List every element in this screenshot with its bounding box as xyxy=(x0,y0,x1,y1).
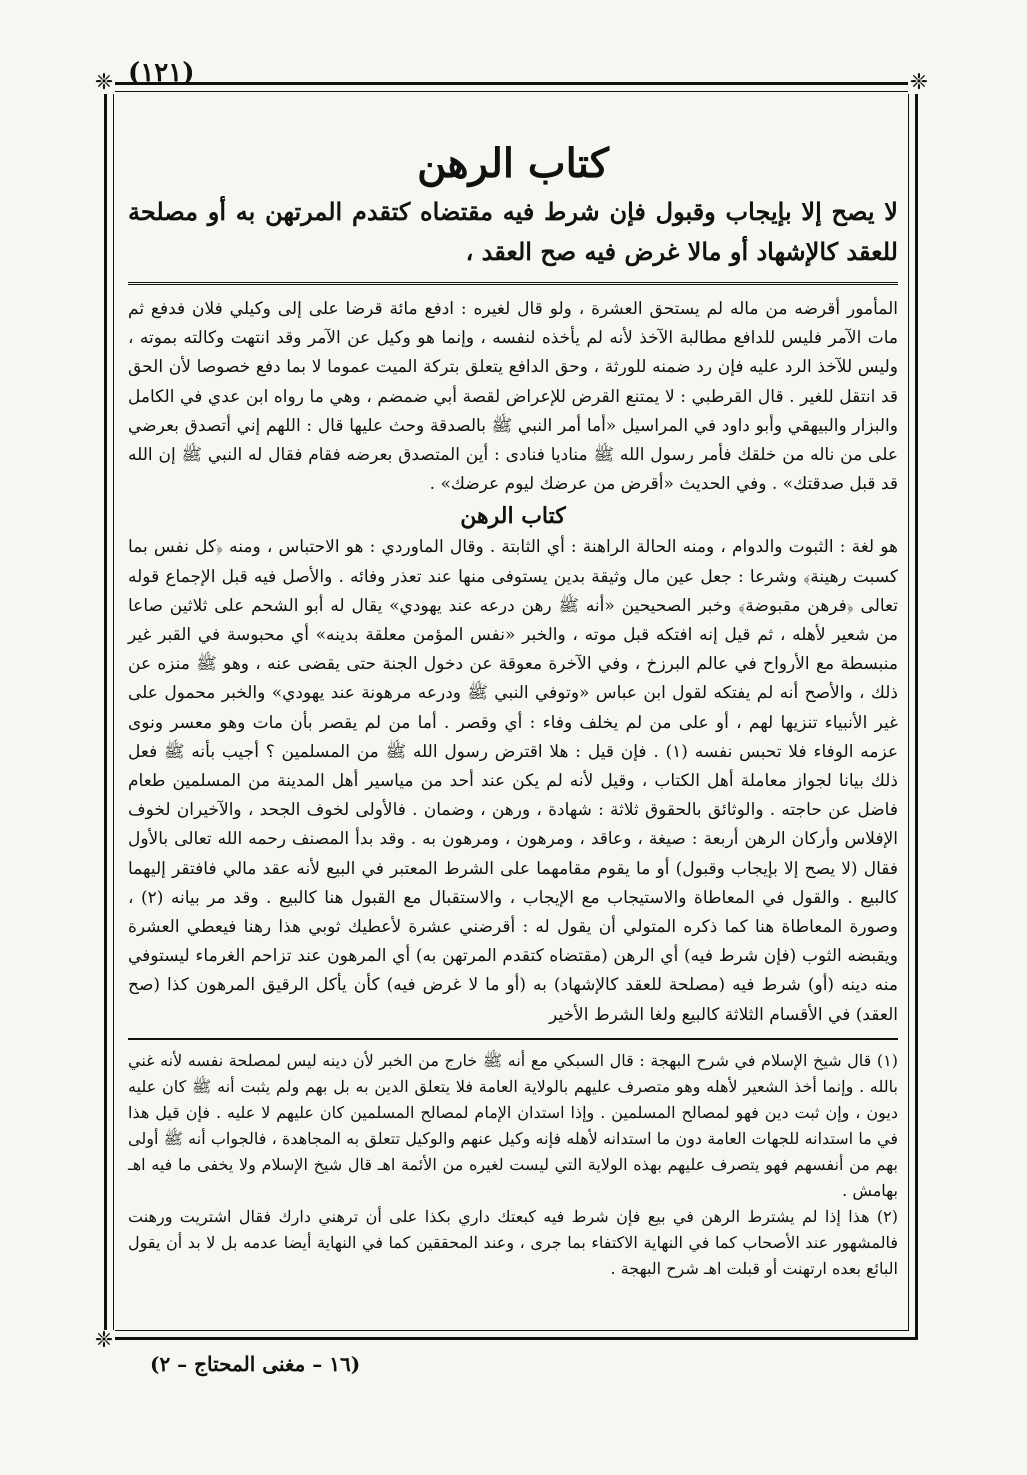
matn-text: لا يصح إلا بإيجاب وقبول فإن شرط فيه مقتضاه كتقدم المرتهن به أو مصلحة للعقد كالإشهاد أو مالا غرض فيه صح العقد ، xyxy=(128,197,898,266)
section-heading: كتاب الرهن xyxy=(460,503,566,530)
footnote: (١) قال شيخ الإسلام في شرح البهجة : قال السبكي مع أنه ﷺ خارج من الخبر لأن دينه ليس لمصلحة نفسه لأنه غني بالله . وإنما أخذ الشعير لأهله وهو متصرف عليهم بالولاية العامة فلا يتعلق الدين به بل بهم ولم يثبت أنه ﷺ كان عليه ديون ، وإن ثبت دين فهو لمصالح المسلمين . وإذا استدان الإمام لمصالح المسلمين كان عليهم لا عليه . فإن قيل هذا في ما استدانه للجهات العامة دون ما استدانه لأهله فإنه وكيل عنهم والوكيل تتعلق به المجاهدة ، فالجواب أنه ﷺ أولى بهم من أنفسهم فهو يتصرف عليهم بهذه الولاية التي ليست لغيره من الأئمة اهـ قال شيخ الإسلام ولا يخفى ما فيه اهـ بهامش . xyxy=(128,1050,899,1200)
matn-divider xyxy=(128,282,898,285)
footnote-divider xyxy=(128,1038,898,1040)
page-signature: (١٦ – مغنى المحتاج – ٢) xyxy=(150,1352,361,1376)
footnotes xyxy=(128,1048,898,1282)
chapter-title: كتاب الرهن xyxy=(417,140,609,187)
commentary-paragraph: هو لغة : الثبوت والدوام ، ومنه الحالة الراهنة : أي الثابتة . وقال الماوردي : هو الاحتباس ، ومنه ﴿كل نفس بما كسبت رهينة﴾ وشرعا : جعل عين مال وثيقة بدين يستوفى منها عند تعذر وفائه . والأصل فيه قبل الإجماع قوله تعالى ﴿فرهن مقبوضة﴾ وخبر الصحيحين «أنه ﷺ رهن درعه عند يهودي» يقال له أبو الشحم على ثلاثين صاعا من شعير لأهله ، ثم قيل إنه افتكه قبل موته ، والخبر «نفس المؤمن معلقة بدينه» أي محبوسة في القبر غير منبسطة مع الأرواح في عالم البرزخ ، وفي الآخرة معوقة عن دخول الجنة حتى يقضى عنه ، وهو ﷺ منزه عن ذلك ، والأصح أنه لم يفتكه لقول ابن عباس «وتوفي النبي ﷺ ودرعه مرهونة عند يهودي» والخبر محمول على غير الأنبياء تنزيها لهم ، أو على من لم يخلف وفاء : أي وقصر . أما من لم يقصر بأن مات وهو معسر ونوى عزمه الوفاء فلا تحبس نفسه (١) . فإن قيل : هلا اقترض رسول الله ﷺ من المسلمين ؟ أجيب بأنه ﷺ فعل ذلك بيانا لجواز معاملة أهل الكتاب ، وقيل لأنه لم يكن عند أحد من مياسير أهل المدينة من المسلمين طعام فاضل عن حاجته . والوثائق بالحقوق ثلاثة : شهادة ، ورهن ، وضمان . فالأولى لخوف الجحد ، والآخيران لخوف الإفلاس وأركان الرهن أربعة : صيغة ، وعاقد ، ومرهون ، ومرهون به . وقد بدأ المصنف رحمه الله تعالى بالأول فقال (لا يصح إلا بإيجاب وقبول) أو ما يقوم مقامهما على الشرط المعتبر في البيع لأنه عقد مالي فافتقر إليهما كالبيع . والقول في المعاطاة والاستيجاب مع الإيجاب ، والاستقبال مع القبول هنا كالبيع . وقد مر بيانه (٢) ، وصورة المعاطاة هنا كما ذكره المتولي أن يقول له : أقرضني عشرة لأعطيك ثوبي هذا رهنا فيعطي العشرة ويقبضه الثوب (فإن شرط فيه) أي الرهن (مقتضاه كتقدم المرتهن به) أي المرهون عند تزاحم الغرماء ليستوفي منه دينه (أو) شرط فيه (مصلحة للعقد كالإشهاد) به (أو ما لا غرض فيه) كأن يأكل الرقيق المرهون كذا (صح العقد) في الأقسام الثلاثة كالبيع ولغا الشرط الأخير xyxy=(128,537,898,1025)
corner-ornament-icon: ❈ xyxy=(94,70,114,95)
page-number: (١٢١) xyxy=(128,58,195,88)
corner-ornament-icon: ❈ xyxy=(909,70,929,95)
page-content xyxy=(128,140,898,1282)
commentary xyxy=(128,295,898,1030)
commentary-paragraph: المأمور أقرضه من ماله لم يستحق العشرة ، ولو قال لغيره : ادفع مائة قرضا على إلى وكيلي فلان فدفع ثم مات الآمر فليس للدافع مطالبة الآخذ لأنه لم يأخذه لنفسه ، وإنما هو وكيل عن الآمر وقد انتهت وكالته بموته ، وليس للآخذ الرد عليه فإن رد ضمنه للورثة ، وحق الدافع يتعلق بتركة الميت عموما لا بما دفع خصوصا لأن الحق قد انتقل للغير . قال القرطبي : لا يمتنع القرض للإعراض لقصة أبي ضمضم ، وهي ما رواه ابن عدي في الكامل والبزار والبيهقي وأبو داود في المراسيل «أما أمر النبي ﷺ بالصدقة وحث عليها قال : اللهم إني أتصدق بعرضي على من ناله من خلقك فأمر رسول الله ﷺ مناديا فنادى : أين المتصدق بعرضه فقام فقال له النبي ﷺ إن الله قد قبل صدقتك» . وفي الحديث «أقرض من عرضك ليوم عرضك» . xyxy=(128,299,898,495)
corner-ornament-icon: ❈ xyxy=(94,1328,114,1353)
footnote: (٢) هذا إذا لم يشترط الرهن في بيع فإن شرط فيه كبعتك داري بكذا على أن ترهني دارك فقال اشتريت ورهنت فالمشهور عند الأصحاب كما في النهاية الاكتفاء بما جرى ، وعند المحققين كما في النهاية أيضا عدمه بل لا بد أن يقول البائع بعده ارتهنت أو قبلت اهـ شرح البهجة . xyxy=(128,1206,898,1278)
